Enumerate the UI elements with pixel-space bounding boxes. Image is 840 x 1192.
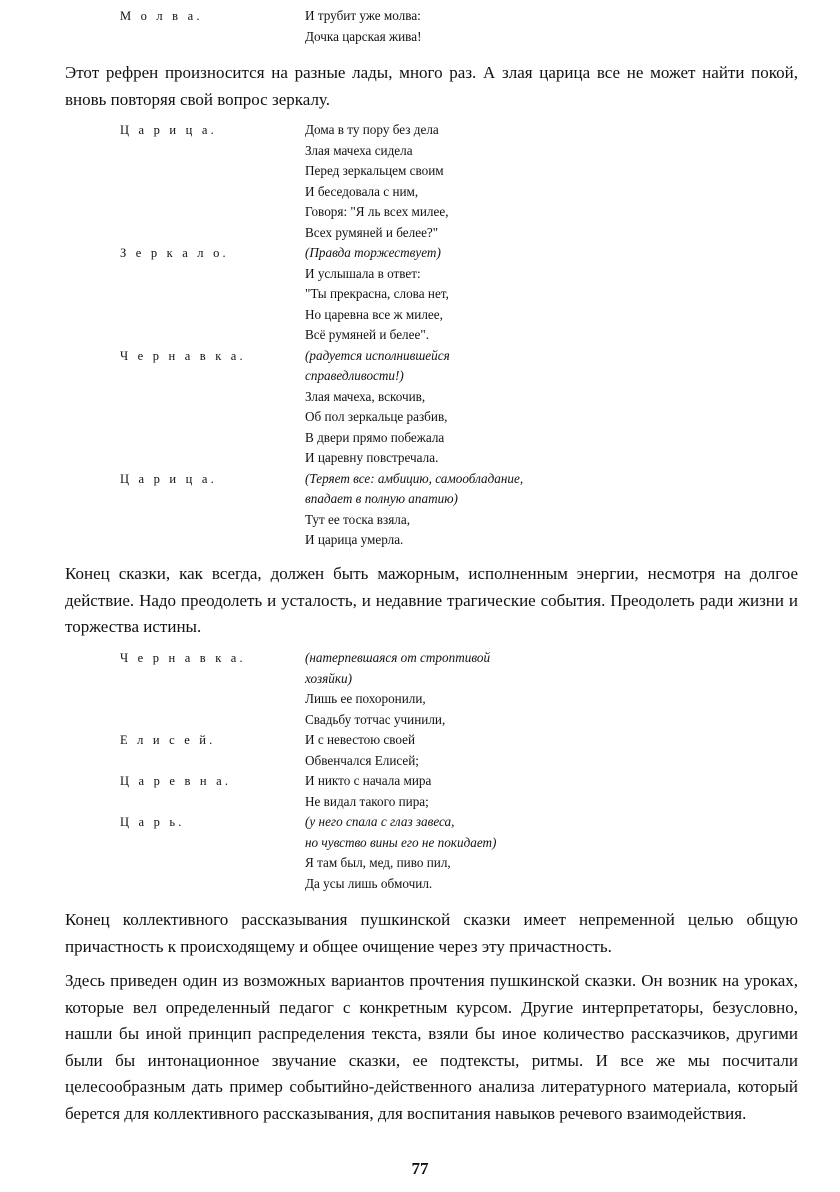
dialogue-block-3 xyxy=(120,648,800,894)
verse-line: В двери прямо побежала xyxy=(305,429,445,445)
verse-line: Я там был, мед, пиво пил, xyxy=(305,855,451,870)
dialogue-line xyxy=(120,243,800,264)
dialogue-line xyxy=(120,182,800,203)
verse-line: Обвенчался Елисей; xyxy=(305,752,419,768)
verse-line: "Ты прекрасна, слова нет, xyxy=(305,286,449,301)
paragraph-1: Этот рефрен произносится на разные лады, много раз. А злая царица все не может найти покой, вновь повторяя свой вопрос зеркалу. xyxy=(65,63,798,109)
verse-line: Дочка царская жива! xyxy=(305,28,422,44)
dialogue-line xyxy=(120,141,800,162)
dialogue-line xyxy=(120,387,800,408)
dialogue-line xyxy=(120,669,800,690)
dialogue-line xyxy=(120,689,800,710)
verse-line: Свадьбу тотчас учинили, xyxy=(305,711,446,727)
verse-line: Злая мачеха, вскочив, xyxy=(305,388,426,404)
stage-direction: (натерпевшаяся от строптивой xyxy=(305,650,491,665)
dialogue-block-2 xyxy=(120,120,800,551)
paragraph-2: Конец сказки, как всегда, должен быть мажорным, исполненным энергии, несмотря на долгое действие. Надо преодолеть и усталость, и недавние трагические события. Преодолеть ради жизни и торжества истины. xyxy=(65,564,798,636)
page-number: 77 xyxy=(411,1159,429,1178)
dialogue-line xyxy=(120,6,800,27)
dialogue-line xyxy=(120,448,800,469)
dialogue-line xyxy=(120,792,800,813)
verse-line: Всё румяней и белее". xyxy=(305,327,430,342)
verse-line: И царица умерла. xyxy=(305,532,404,547)
verse-line: Не видал такого пира; xyxy=(305,793,429,809)
verse-line: Говоря: "Я ль всех милее, xyxy=(305,204,449,219)
dialogue-line xyxy=(120,428,800,449)
verse-line: Но царевна все ж милее, xyxy=(305,306,443,322)
dialogue-line xyxy=(120,407,800,428)
dialogue-line xyxy=(120,120,800,141)
dialogue-line xyxy=(120,510,800,531)
dialogue-line xyxy=(120,530,800,551)
verse-line: Перед зеркальцем своим xyxy=(305,163,444,178)
speaker-name: М о л в а. xyxy=(120,9,203,23)
stage-direction: (у него спала с глаз завеса, xyxy=(305,814,455,829)
speaker-name: Ц а р е в н а. xyxy=(120,774,232,788)
verse-line: Лишь ее похоронили, xyxy=(305,691,426,706)
speaker-name: Ч е р н а в к а. xyxy=(120,651,246,665)
dialogue-line xyxy=(120,730,800,751)
stage-direction: (Правда торжествует) xyxy=(305,245,441,260)
dialogue-line xyxy=(120,648,800,669)
verse-line: И беседовала с ним, xyxy=(305,183,419,199)
dialogue-line xyxy=(120,305,800,326)
dialogue-line xyxy=(120,27,800,48)
verse-line: И трубит уже молва: xyxy=(305,8,421,23)
dialogue-line xyxy=(120,771,800,792)
dialogue-line xyxy=(120,284,800,305)
dialogue-line xyxy=(120,346,800,367)
stage-direction: (Теряет все: амбицию, самообладание, xyxy=(305,470,524,486)
verse-line: Злая мачеха сидела xyxy=(305,142,413,158)
verse-line: И никто с начала мира xyxy=(305,773,432,788)
verse-line: Всех румяней и белее?" xyxy=(305,224,439,240)
verse-line: И с невестою своей xyxy=(305,732,416,747)
speaker-name: Ч е р н а в к а. xyxy=(120,348,246,363)
dialogue-line xyxy=(120,325,800,346)
speaker-name: Ц а р и ц а. xyxy=(120,471,217,486)
speaker-name: З е р к а л о. xyxy=(120,246,229,260)
dialogue-line xyxy=(120,853,800,874)
verse-line: Да усы лишь обмочил. xyxy=(305,875,433,891)
dialogue-line xyxy=(120,202,800,223)
verse-line: Тут ее тоска взяла, xyxy=(305,511,411,527)
dialogue-line xyxy=(120,751,800,772)
dialogue-line xyxy=(120,161,800,182)
dialogue-line xyxy=(120,812,800,833)
dialogue-line xyxy=(120,469,800,490)
dialogue-line xyxy=(120,264,800,285)
dialogue-line xyxy=(120,874,800,895)
verse-line: Об пол зеркальце разбив, xyxy=(305,409,448,424)
dialogue-line xyxy=(120,223,800,244)
stage-direction: (радуется исполнившейся xyxy=(305,347,450,363)
stage-direction: впадает в полную апатию) xyxy=(305,491,458,506)
dialogue-line xyxy=(120,710,800,731)
speaker-name: Ц а р и ц а. xyxy=(120,123,217,137)
stage-direction: но чувство вины его не покидает) xyxy=(305,834,497,850)
paragraph-3: Конец коллективного рассказывания пушкинской сказки имеет непременной целью общую причастность к происходящему и общее очищение через эту причастность. xyxy=(65,910,798,956)
dialogue-line xyxy=(120,366,800,387)
stage-direction: справедливости!) xyxy=(305,368,404,383)
verse-line: И услышала в ответ: xyxy=(305,265,421,281)
paragraph-4: Здесь приведен один из возможных вариантов прочтения пушкинской сказки. Он возник на уроках, которые вел определенный педагог с конкретным курсом. Другие интерпретаторы, безусловно, нашли бы иной принцип распределения текста, взяли бы иное количество рассказчиков, другими были бы интонационное звучание сказки, ее подтексты, ритмы. И все же мы посчитали целесообразным дать пример событийно-действенного анализа литературного материала, который берется для коллективного рассказывания, для воспитания навыков речевого взаимодействия. xyxy=(65,971,798,1123)
dialogue-line xyxy=(120,833,800,854)
speaker-name: Ц а р ь. xyxy=(120,815,185,829)
speaker-name: Е л и с е й. xyxy=(120,733,216,747)
verse-line: И царевну повстречала. xyxy=(305,450,439,465)
verse-line: Дома в ту пору без дела xyxy=(305,122,439,137)
stage-direction: хозяйки) xyxy=(305,670,352,686)
dialogue-line xyxy=(120,489,800,510)
dialogue-block-1 xyxy=(120,6,800,47)
